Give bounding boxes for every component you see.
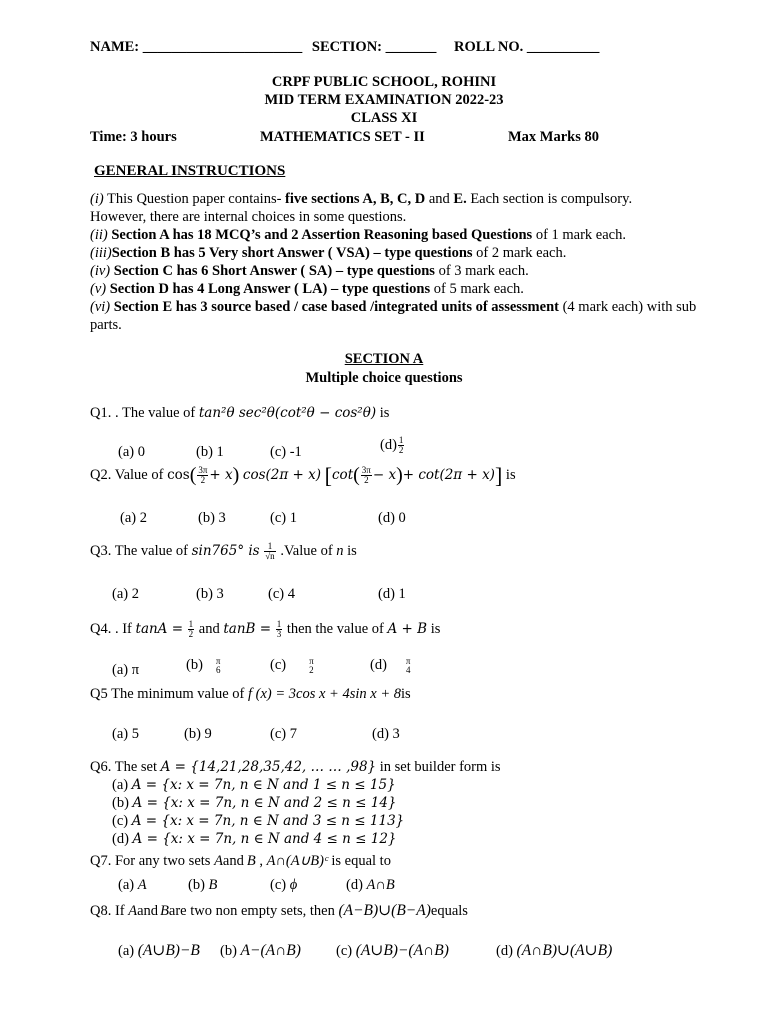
q3-option-d: (d) 1 bbox=[378, 586, 406, 602]
q5-option-a: (a) 5 bbox=[112, 726, 139, 742]
section-a-subtitle: Multiple choice questions bbox=[305, 370, 463, 386]
q6-option-c: (c) A = {x: x = 7n, n ∈ N and 3 ≤ n ≤ 113} bbox=[112, 813, 405, 829]
q1-option-d: (d) $\frac{1}{2}$ bbox=[380, 435, 404, 456]
instruction-6-cont: parts. bbox=[90, 317, 122, 333]
question-5: Q5 The minimum value of f (x) = 3cos x + 4sin x + 8is bbox=[90, 686, 411, 702]
q7-option-d: (d) A∩B bbox=[346, 877, 395, 893]
instruction-5: (v) Section D has 4 Long Answer ( LA) – type questions of 5 mark each. bbox=[90, 281, 524, 297]
instruction-2: (ii) Section A has 18 MCQ’s and 2 Assertion Reasoning based Questions of 1 mark each. bbox=[90, 227, 626, 243]
q2-option-c: (c) 1 bbox=[270, 510, 297, 526]
instruction-3: (iii)Section B has 5 Very short Answer ( VSA) – type questions of 2 mark each. bbox=[90, 245, 567, 261]
question-6: Q6. The set A = {14,21,28,35,42, … … ,98} in set builder form is bbox=[90, 759, 501, 775]
q2-option-b: (b) 3 bbox=[198, 510, 226, 526]
instructions-title: GENERAL INSTRUCTIONS bbox=[94, 163, 286, 179]
q6-option-d: (d) A = {x: x = 7n, n ∈ N and 4 ≤ n ≤ 12} bbox=[112, 831, 397, 847]
max-marks-label: Max Marks 80 bbox=[508, 129, 600, 145]
q1-option-c: (c) -1 bbox=[270, 444, 302, 460]
q8-option-d: (d) (A∩B)∪(A∪B) bbox=[496, 942, 613, 959]
q3-option-a: (a) 2 bbox=[112, 586, 139, 602]
q5-option-c: (c) 7 bbox=[270, 726, 297, 742]
question-3: Q3. The value of sin765° is $\frac{1}{√n}$ .Value of n is bbox=[90, 541, 357, 562]
question-8: Q8. If Aand Bare two non empty sets, then (A−B)∪(B−A)equals bbox=[90, 902, 468, 919]
q8-option-b: (b) A−(A∩B) bbox=[220, 942, 301, 959]
q6-option-a: (a) A = {x: x = 7n, n ∈ N and 1 ≤ n ≤ 15} bbox=[112, 777, 396, 793]
q8-option-a: (a) (A∪B)−B bbox=[118, 942, 200, 959]
q7-option-c: (c) ϕ bbox=[270, 877, 298, 893]
instruction-1-cont: However, there are internal choices in some questions. bbox=[90, 209, 407, 225]
exam-title: MID TERM EXAMINATION 2022-23 bbox=[264, 92, 504, 108]
q3-option-b: (b) 3 bbox=[196, 586, 224, 602]
question-7: Q7. For any two sets Aand B , A∩(A∪B)ᶜ is equal to bbox=[90, 853, 391, 869]
school-name: CRPF PUBLIC SCHOOL, ROHINI bbox=[271, 74, 497, 90]
question-1: Q1. . The value of tan²θ sec²θ(cot²θ − cos²θ) is bbox=[90, 405, 390, 421]
question-4: Q4. . If tanA = $\frac{1}{2}$ and tanB = $\frac{1}{3}$ then the value of A + B is bbox=[90, 619, 441, 640]
q8-option-c: (c) (A∪B)−(A∩B) bbox=[336, 942, 449, 959]
time-label: Time: 3 hours bbox=[90, 129, 177, 145]
q5-option-b: (b) 9 bbox=[184, 726, 212, 742]
roll-label: ROLL NO. __________ bbox=[454, 39, 600, 55]
q3-option-c: (c) 4 bbox=[268, 586, 295, 602]
question-2: Q2. Value of cos( $\frac{3\pi}{2}$ + x) cos(2π + x) [cot( $\frac{3\pi}{2}$ − x)+ cot(2π + x)] is bbox=[90, 463, 516, 488]
section-a-title: SECTION A bbox=[344, 351, 424, 367]
q5-option-d: (d) 3 bbox=[372, 726, 400, 742]
section-label: SECTION: _______ bbox=[311, 39, 437, 55]
instruction-1: (i) This Question paper contains- five sections A, B, C, D and E. Each section is compulsory. bbox=[90, 191, 633, 207]
q4-option-b: (b) π 6 bbox=[186, 655, 221, 675]
q1-option-a: (a) 0 bbox=[118, 444, 145, 460]
class-title: CLASS XI bbox=[350, 110, 418, 126]
q1-option-b: (b) 1 bbox=[196, 444, 224, 460]
instruction-4: (iv) Section C has 6 Short Answer ( SA) – type questions of 3 mark each. bbox=[90, 263, 529, 279]
q7-option-a: (a) A bbox=[118, 877, 147, 893]
q6-option-b: (b) A = {x: x = 7n, n ∈ N and 2 ≤ n ≤ 14} bbox=[112, 795, 397, 811]
q4-option-d: (d) π 4 bbox=[370, 655, 411, 675]
subject-label: MATHEMATICS SET - II bbox=[260, 129, 425, 145]
q4-option-a: (a) π bbox=[112, 662, 140, 678]
name-label: NAME: ______________________ bbox=[90, 39, 303, 55]
q2-option-a: (a) 2 bbox=[120, 510, 147, 526]
q2-option-d: (d) 0 bbox=[378, 510, 406, 526]
name-field bbox=[90, 38, 599, 56]
q4-option-c: (c) π 2 bbox=[270, 655, 314, 675]
instruction-6: (vi) Section E has 3 source based / case based /integrated units of assessment (4 mark each) with sub bbox=[90, 299, 697, 315]
q7-option-b: (b) B bbox=[188, 877, 218, 893]
